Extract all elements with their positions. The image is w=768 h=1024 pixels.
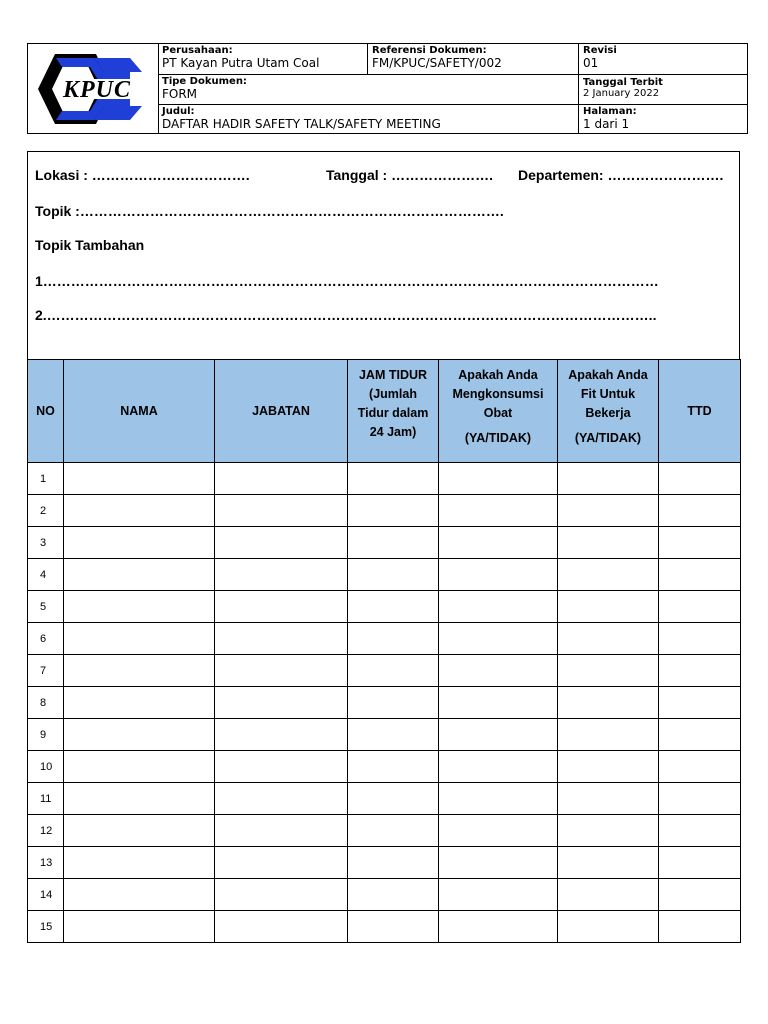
ttd-cell[interactable] (659, 719, 741, 751)
ttd-cell[interactable] (659, 847, 741, 879)
col-header-no: NO (28, 360, 64, 463)
table-row (28, 495, 741, 527)
jam-tidur-cell[interactable] (348, 463, 439, 495)
docref-label: Referensi Dokumen: (372, 45, 487, 56)
jabatan-cell[interactable] (215, 879, 348, 911)
table-row (28, 815, 741, 847)
nama-cell[interactable] (64, 751, 215, 783)
title-value: DAFTAR HADIR SAFETY TALK/SAFETY MEETING (162, 117, 441, 131)
fit-cell[interactable] (558, 719, 659, 751)
table-row (28, 687, 741, 719)
nama-cell[interactable] (64, 847, 215, 879)
obat-cell[interactable] (439, 623, 558, 655)
company-cell (158, 44, 368, 75)
revision-cell (579, 44, 747, 75)
topik-tambahan-label: Topik Tambahan (35, 237, 145, 253)
fit-cell[interactable] (558, 687, 659, 719)
table-row (28, 623, 741, 655)
jam-tidur-cell[interactable] (348, 527, 439, 559)
jam-tidur-cell[interactable] (348, 815, 439, 847)
col-header-nama: NAMA (64, 360, 215, 463)
jam-tidur-cell[interactable] (348, 783, 439, 815)
topik-tambahan-line-2[interactable]: 2.………………………………………………………………………………………………………………….. (35, 307, 657, 323)
fit-cell[interactable] (558, 847, 659, 879)
row-number: 2 (28, 495, 64, 527)
ttd-cell[interactable] (659, 815, 741, 847)
col-header-jabatan: JABATAN (215, 360, 348, 463)
table-row (28, 879, 741, 911)
obat-cell[interactable] (439, 879, 558, 911)
fit-text: Apakah Anda Fit Untuk Bekerja (568, 368, 648, 420)
company-label: Perusahaan: (162, 45, 233, 56)
doctype-label: Tipe Dokumen: (162, 76, 247, 87)
issued-label: Tanggal Terbit (583, 77, 663, 88)
obat-cell[interactable] (439, 719, 558, 751)
jam-tidur-cell[interactable] (348, 687, 439, 719)
fit-cell[interactable] (558, 559, 659, 591)
obat-cell[interactable] (439, 911, 558, 943)
fit-cell[interactable] (558, 815, 659, 847)
obat-cell[interactable] (439, 687, 558, 719)
ttd-cell[interactable] (659, 911, 741, 943)
nama-cell[interactable] (64, 911, 215, 943)
jabatan-cell[interactable] (215, 559, 348, 591)
table-row (28, 463, 741, 495)
table-row (28, 911, 741, 943)
attendance-table (27, 359, 741, 943)
row-number: 1 (28, 463, 64, 495)
obat-cell[interactable] (439, 655, 558, 687)
logo-text: KPUC (63, 77, 132, 103)
obat-cell[interactable] (439, 847, 558, 879)
departemen-field[interactable]: Departemen: ……………………. (518, 167, 724, 183)
nama-cell[interactable] (64, 463, 215, 495)
ttd-cell[interactable] (659, 591, 741, 623)
row-number: 7 (28, 655, 64, 687)
nama-cell[interactable] (64, 879, 215, 911)
page-label: Halaman: (583, 106, 637, 117)
fit-cell[interactable] (558, 463, 659, 495)
obat-cell[interactable] (439, 751, 558, 783)
jabatan-cell[interactable] (215, 623, 348, 655)
obat-cell[interactable] (439, 527, 558, 559)
fit-subtext: (YA/TIDAK) (574, 431, 642, 445)
ttd-cell[interactable] (659, 783, 741, 815)
row-number: 10 (28, 751, 64, 783)
fit-cell[interactable] (558, 655, 659, 687)
row-number: 14 (28, 879, 64, 911)
title-cell (158, 105, 579, 133)
nama-cell[interactable] (64, 655, 215, 687)
obat-subtext: (YA/TIDAK) (464, 431, 532, 445)
jabatan-cell[interactable] (215, 783, 348, 815)
ttd-cell[interactable] (659, 559, 741, 591)
table-row (28, 591, 741, 623)
nama-cell[interactable] (64, 719, 215, 751)
table-row (28, 655, 741, 687)
jam-tidur-cell[interactable] (348, 559, 439, 591)
row-number: 12 (28, 815, 64, 847)
issued-date-cell (579, 75, 747, 105)
jabatan-cell[interactable] (215, 719, 348, 751)
col-header-jam-tidur (348, 360, 439, 463)
company-logo (28, 44, 159, 133)
row-number: 15 (28, 911, 64, 943)
jam-tidur-cell[interactable] (348, 655, 439, 687)
row-number: 11 (28, 783, 64, 815)
col-header-fit (558, 360, 659, 463)
jam-tidur-cell[interactable] (348, 847, 439, 879)
fit-cell[interactable] (558, 527, 659, 559)
obat-cell[interactable] (439, 783, 558, 815)
revision-label: Revisi (583, 45, 617, 56)
jabatan-cell[interactable] (215, 687, 348, 719)
jabatan-cell[interactable] (215, 527, 348, 559)
nama-cell[interactable] (64, 591, 215, 623)
topik-tambahan-line-1[interactable]: 1…………………………………………………………………………………………………………………… (35, 273, 659, 289)
jam-tidur-cell[interactable] (348, 591, 439, 623)
jam-tidur-cell[interactable] (348, 911, 439, 943)
col-header-obat (439, 360, 558, 463)
obat-cell[interactable] (439, 559, 558, 591)
nama-cell[interactable] (64, 623, 215, 655)
obat-text: Apakah Anda Mengkonsumsi Obat (452, 368, 544, 420)
fit-cell[interactable] (558, 911, 659, 943)
fit-cell[interactable] (558, 879, 659, 911)
table-row (28, 783, 741, 815)
jabatan-cell[interactable] (215, 591, 348, 623)
issued-value: 2 January 2022 (583, 88, 660, 99)
row-number: 4 (28, 559, 64, 591)
ttd-cell[interactable] (659, 879, 741, 911)
jabatan-cell[interactable] (215, 751, 348, 783)
page-value: 1 dari 1 (583, 117, 630, 131)
ttd-cell[interactable] (659, 623, 741, 655)
ttd-cell[interactable] (659, 463, 741, 495)
jam-tidur-text: JAM TIDUR (Jumlah Tidur dalam 24 Jam) (357, 368, 429, 439)
docref-value: FM/KPUC/SAFETY/002 (372, 56, 502, 70)
nama-cell[interactable] (64, 527, 215, 559)
fit-cell[interactable] (558, 623, 659, 655)
row-number: 8 (28, 687, 64, 719)
docref-cell (368, 44, 579, 75)
ttd-cell[interactable] (659, 655, 741, 687)
jabatan-cell[interactable] (215, 463, 348, 495)
page-cell (579, 105, 747, 133)
company-value: PT Kayan Putra Utam Coal (162, 56, 320, 70)
jabatan-cell[interactable] (215, 655, 348, 687)
kpuc-logo-icon (34, 50, 152, 128)
nama-cell[interactable] (64, 687, 215, 719)
fit-cell[interactable] (558, 751, 659, 783)
tanggal-field[interactable]: Tanggal : …………………. (326, 167, 493, 183)
obat-cell[interactable] (439, 495, 558, 527)
jabatan-cell[interactable] (215, 495, 348, 527)
title-label: Judul: (162, 106, 195, 117)
col-header-ttd: TTD (659, 360, 741, 463)
jam-tidur-cell[interactable] (348, 495, 439, 527)
jabatan-cell[interactable] (215, 911, 348, 943)
table-row (28, 719, 741, 751)
jam-tidur-cell[interactable] (348, 719, 439, 751)
jabatan-cell[interactable] (215, 815, 348, 847)
attendance-rows (28, 463, 741, 943)
jam-tidur-cell[interactable] (348, 623, 439, 655)
fit-cell[interactable] (558, 591, 659, 623)
obat-cell[interactable] (439, 815, 558, 847)
row-number: 3 (28, 527, 64, 559)
revision-value: 01 (583, 56, 599, 70)
topik-field[interactable]: Topik :………………………………………………………………………………. (35, 203, 504, 219)
meeting-info-section (27, 151, 740, 360)
nama-cell[interactable] (64, 815, 215, 847)
jam-tidur-cell[interactable] (348, 751, 439, 783)
document-header (27, 43, 748, 134)
obat-cell[interactable] (439, 463, 558, 495)
nama-cell[interactable] (64, 495, 215, 527)
doctype-value: FORM (162, 87, 198, 101)
ttd-cell[interactable] (659, 495, 741, 527)
nama-cell[interactable] (64, 783, 215, 815)
table-header-row (28, 360, 741, 463)
fit-cell[interactable] (558, 783, 659, 815)
row-number: 13 (28, 847, 64, 879)
ttd-cell[interactable] (659, 687, 741, 719)
row-number: 5 (28, 591, 64, 623)
doctype-cell (158, 75, 579, 105)
table-row (28, 847, 741, 879)
ttd-cell[interactable] (659, 527, 741, 559)
jabatan-cell[interactable] (215, 847, 348, 879)
lokasi-field[interactable]: Lokasi : ……………………………. (35, 167, 250, 183)
table-row (28, 751, 741, 783)
table-row (28, 527, 741, 559)
row-number: 6 (28, 623, 64, 655)
ttd-cell[interactable] (659, 751, 741, 783)
row-number: 9 (28, 719, 64, 751)
nama-cell[interactable] (64, 559, 215, 591)
jam-tidur-cell[interactable] (348, 879, 439, 911)
obat-cell[interactable] (439, 591, 558, 623)
fit-cell[interactable] (558, 495, 659, 527)
table-row (28, 559, 741, 591)
